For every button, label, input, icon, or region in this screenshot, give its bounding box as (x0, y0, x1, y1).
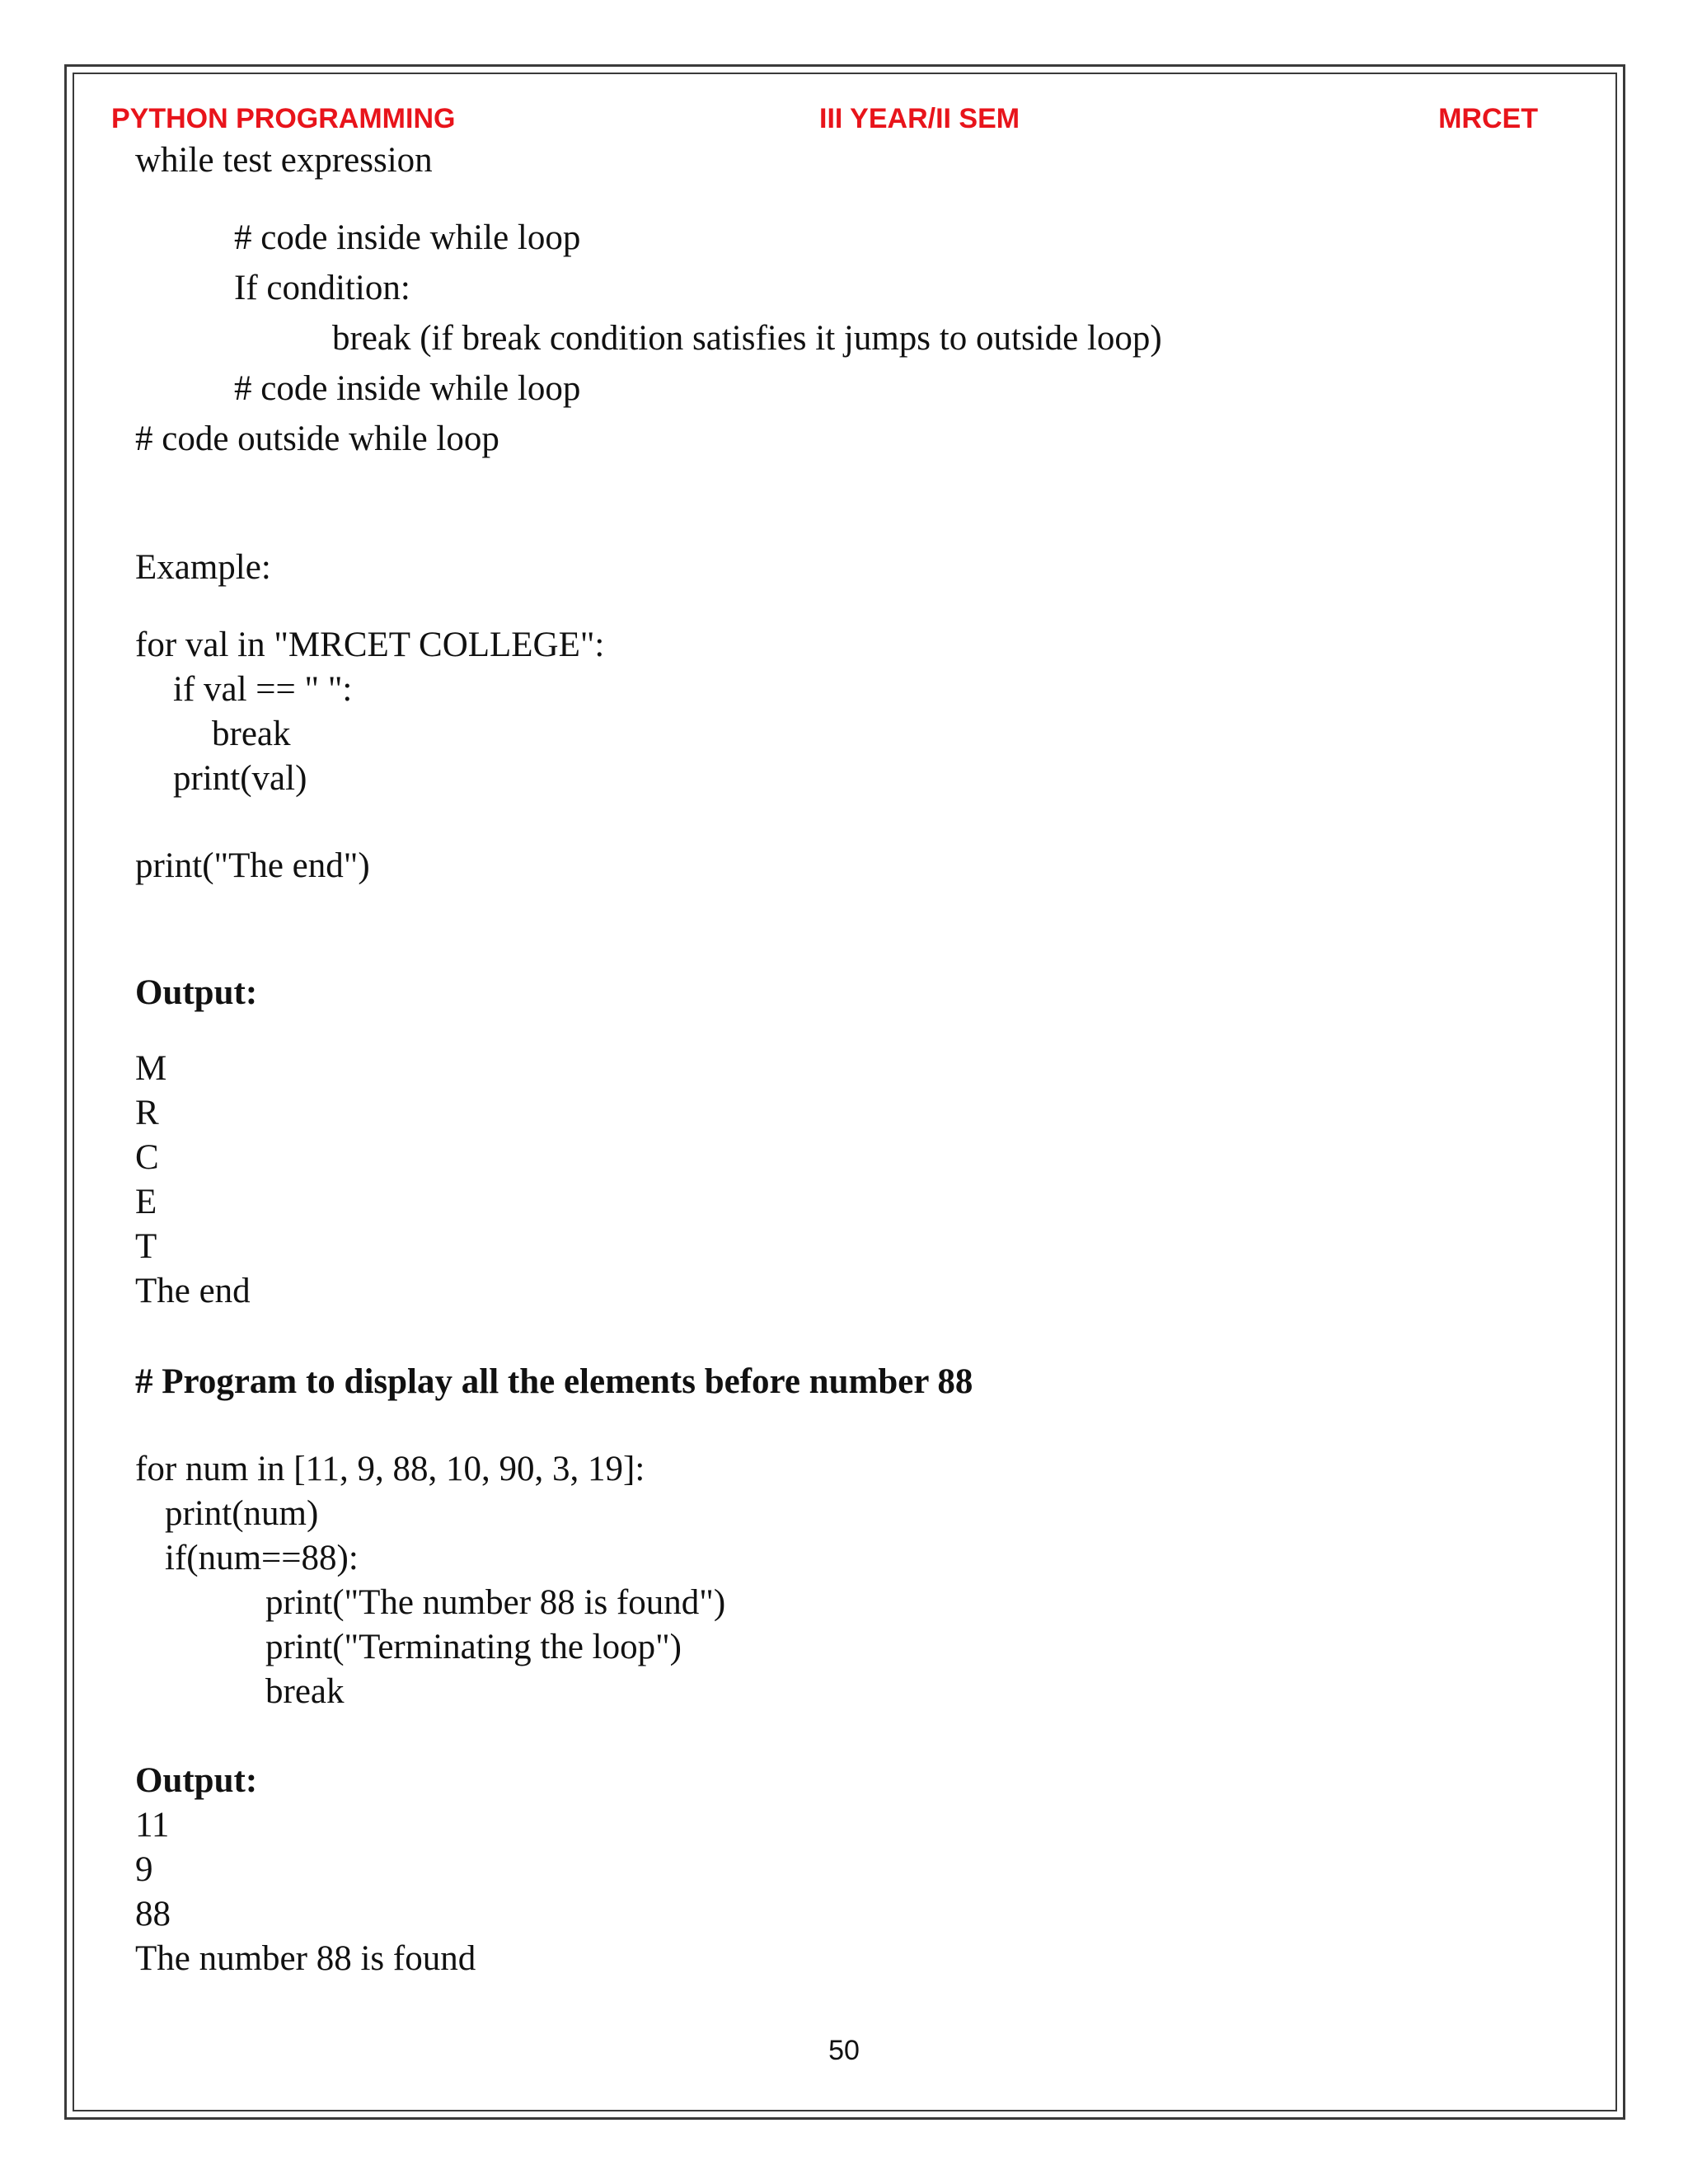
output-label: Output: (135, 1761, 258, 1800)
header-year-semester: III YEAR/II SEM (819, 103, 1020, 134)
output-line: E (135, 1183, 157, 1221)
output-line: T (135, 1227, 157, 1266)
header-course-title: PYTHON PROGRAMMING (111, 103, 456, 134)
code-line: break (265, 1672, 345, 1711)
output-line: The number 88 is found (135, 1939, 476, 1978)
code-line: for num in [11, 9, 88, 10, 90, 3, 19]: (135, 1450, 645, 1488)
syntax-line: break (if break condition satisfies it jumps to outside loop) (332, 319, 1162, 358)
page-number: 50 (828, 2035, 860, 2066)
code-line: print(val) (173, 759, 307, 798)
header-institution: MRCET (1438, 103, 1538, 134)
output-line: 88 (135, 1895, 171, 1933)
code-line: for val in "MRCET COLLEGE": (135, 626, 605, 664)
program-heading: # Program to display all the elements before number 88 (135, 1362, 973, 1401)
output-line: 11 (135, 1806, 170, 1844)
code-line: if(num==88): (165, 1539, 359, 1577)
code-line: break (212, 715, 291, 753)
code-line: print("The number 88 is found") (265, 1583, 726, 1622)
syntax-line: # code inside while loop (234, 218, 581, 257)
output-line: 9 (135, 1850, 153, 1889)
syntax-line: # code outside while loop (135, 419, 499, 458)
code-line: print("The end") (135, 846, 370, 885)
code-line: print(num) (165, 1494, 319, 1533)
syntax-line: If condition: (234, 269, 410, 307)
output-line: The end (135, 1272, 251, 1310)
code-line: if val == " ": (173, 670, 353, 709)
output-line: R (135, 1094, 159, 1132)
output-line: C (135, 1138, 159, 1177)
output-line: M (135, 1049, 167, 1088)
syntax-line: while test expression (135, 141, 433, 180)
syntax-line: # code inside while loop (234, 369, 581, 408)
output-label: Output: (135, 973, 258, 1012)
code-line: print("Terminating the loop") (265, 1628, 682, 1666)
example-label: Example: (135, 548, 271, 587)
